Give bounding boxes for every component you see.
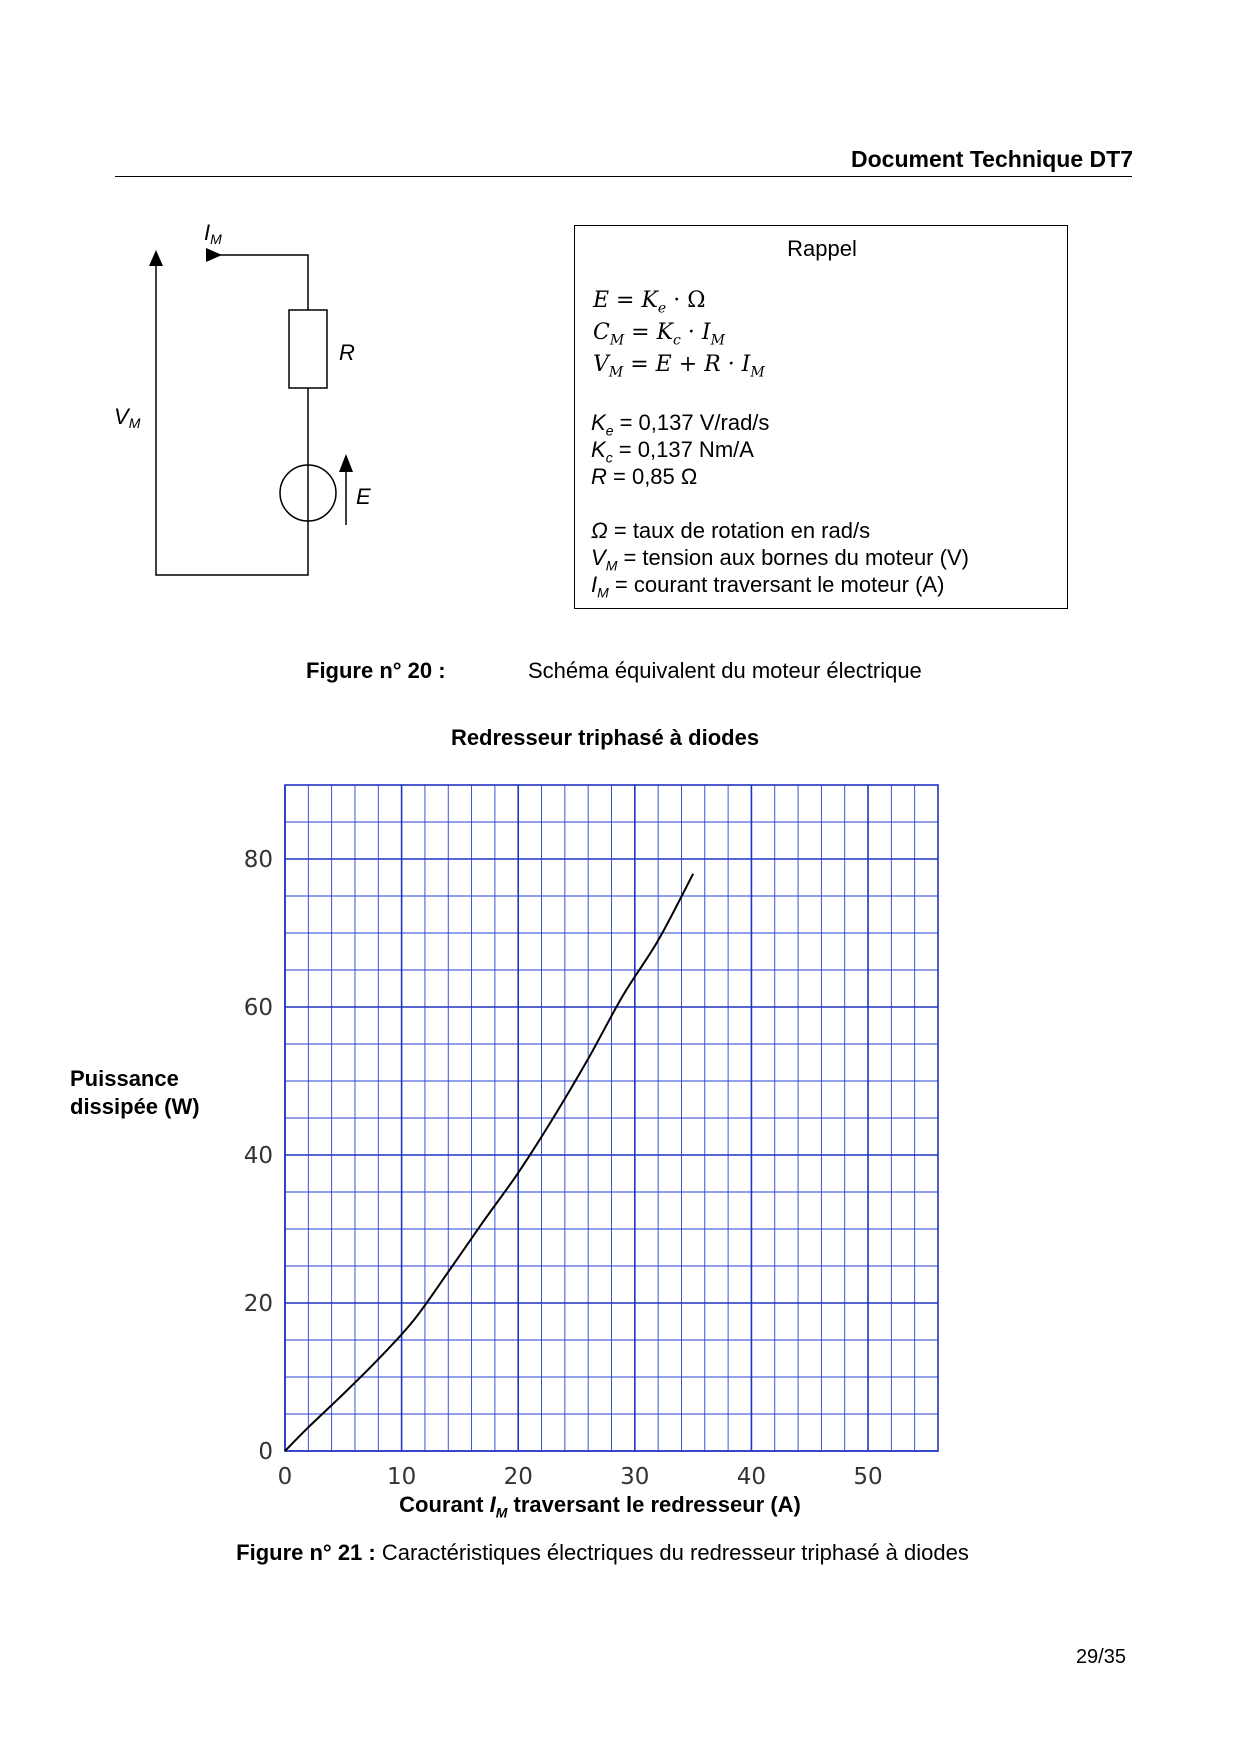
figure-20-caption bbox=[306, 658, 922, 684]
page-number: 29/35 bbox=[1075, 1646, 1126, 1668]
wire-bottom-left bbox=[156, 255, 308, 575]
x-tick-labels bbox=[278, 1464, 883, 1490]
definition-vm: $V_M$ = tension aux bornes du moteur (V) bbox=[591, 545, 969, 574]
constant-r: R = 0,85 Ω bbox=[591, 464, 698, 489]
equation-emf: $E = K_e \cdot \Omega$ bbox=[593, 288, 706, 317]
figure-21-caption bbox=[0, 1540, 1205, 1566]
emf-label: E bbox=[356, 484, 371, 509]
x-tick-label: 30 bbox=[620, 1464, 650, 1490]
x-tick-label: 40 bbox=[736, 1464, 767, 1490]
x-tick-label: 50 bbox=[853, 1464, 883, 1490]
reminder-title: Rappel bbox=[787, 236, 857, 261]
x-tick-label: 20 bbox=[503, 1464, 533, 1490]
voltage-label: VM bbox=[114, 404, 141, 431]
document-title: Document Technique DT7 bbox=[851, 146, 1133, 172]
grid-minor bbox=[285, 785, 938, 1451]
y-tick-label: 60 bbox=[243, 995, 273, 1021]
definition-im: $I_M$ = courant traversant le moteur (A) bbox=[591, 572, 945, 601]
figure-20-label: Figure n° 20 : bbox=[306, 658, 446, 683]
equation-voltage: $V_M = E + R \cdot I_M$ bbox=[593, 352, 765, 381]
current-label: IM bbox=[204, 220, 222, 247]
y-tick-label: 40 bbox=[243, 1143, 273, 1169]
wire-top bbox=[208, 255, 308, 310]
y-tick-label: 0 bbox=[258, 1439, 273, 1465]
resistor bbox=[289, 310, 327, 388]
reminder-box bbox=[574, 225, 1068, 609]
resistor-label: R bbox=[339, 340, 355, 365]
header-rule bbox=[115, 176, 1132, 177]
chart-title: Redresseur triphasé à diodes bbox=[450, 725, 760, 750]
motor-equivalent-circuit bbox=[100, 210, 420, 590]
x-tick-label: 0 bbox=[277, 1464, 293, 1490]
y-tick-label: 20 bbox=[243, 1291, 273, 1317]
grid-major bbox=[285, 785, 938, 1451]
equation-torque: $C_M = K_c \cdot I_M$ bbox=[593, 320, 725, 349]
x-axis-label: Courant $I_M$ traversant le redresseur (A) bbox=[399, 1492, 801, 1521]
figure-21-label: Figure n° 21 : bbox=[236, 1540, 376, 1565]
power-curve bbox=[285, 874, 693, 1451]
x-tick-label: 10 bbox=[386, 1464, 417, 1490]
constant-ke: $K_e = 0,137$ V/rad/s bbox=[591, 410, 770, 439]
definition-omega: Ω = taux de rotation en rad/s bbox=[591, 518, 871, 543]
y-tick-labels bbox=[244, 847, 273, 1465]
figure-20-text: Schéma équivalent du moteur électrique bbox=[528, 658, 922, 683]
plot-frame bbox=[285, 785, 938, 1451]
voltage-arrowhead-icon bbox=[149, 250, 163, 266]
y-tick-label: 80 bbox=[243, 847, 273, 873]
current-arrowhead-icon bbox=[206, 248, 222, 262]
emf-arrowhead-icon bbox=[339, 454, 353, 472]
y-axis-label: Puissance dissipée (W) bbox=[70, 1066, 200, 1119]
constant-kc: $K_c = 0,137$ Nm/A bbox=[591, 437, 754, 466]
figure-21-text: Caractéristiques électriques du redresseur triphasé à diodes bbox=[375, 1540, 969, 1565]
